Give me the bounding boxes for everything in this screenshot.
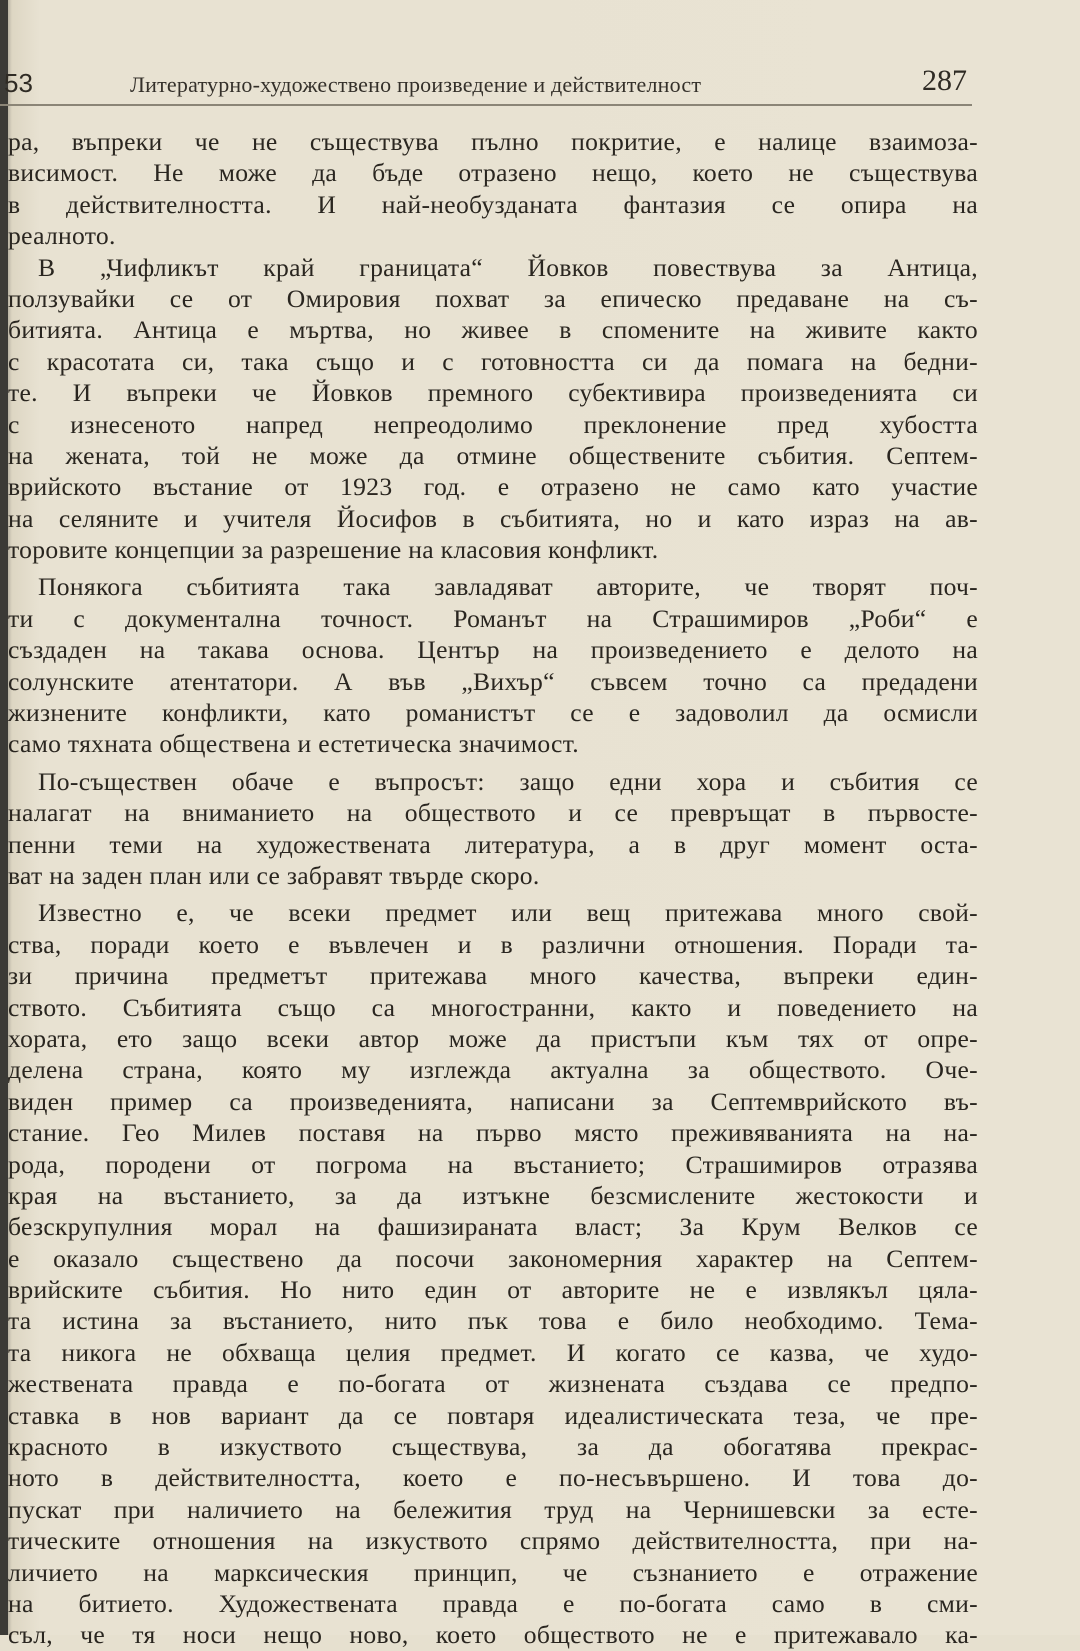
text-line: налагат на вниманието на обществото и се превръщат в първосте- bbox=[8, 798, 978, 828]
text-line: та никога не обхваща целия предмет. И когато се казва, че худо- bbox=[8, 1337, 978, 1367]
text-line: на битието. Художествената правда е по-богата само в сми- bbox=[8, 1588, 978, 1618]
text-line: ползувайки се от Омировия похват за епическо предаване на съ- bbox=[8, 283, 978, 313]
text-line: висимост. Не може да бъде отразено нещо, което не съществува bbox=[8, 158, 978, 188]
text-line: ти с документална точност. Романът на Страшимиров „Роби“ е bbox=[8, 603, 978, 633]
text-line: с изнесеното напред непреодолимо преклонение пред хубостта bbox=[8, 409, 978, 439]
text-line: безскрупулния морал на фашизираната власт; За Крум Велков се bbox=[8, 1212, 978, 1242]
running-header bbox=[0, 64, 1080, 104]
running-title: Литературно-художествено произведение и действителност bbox=[130, 72, 702, 97]
text-line: битията. Антица е мъртва, но живее в спомените на живите както bbox=[8, 315, 978, 345]
text-line: врийското въстание от 1923 год. е отразено не само като участие bbox=[8, 472, 978, 502]
text-line: солунските атентатори. А във „Вихър“ съвсем точно са предадени bbox=[8, 666, 978, 696]
text-line: делена страна, която му изглежда актуална за обществото. Оче- bbox=[8, 1055, 978, 1085]
text-line: ставка в нов вариант да се повтаря идеалистическата теза, че пре- bbox=[8, 1400, 978, 1430]
text-line: красното в изкуството съществува, за да обогатява прекрас- bbox=[8, 1432, 978, 1462]
page-number: 287 bbox=[922, 64, 967, 97]
text-line: хората, ето защо всеки автор може да пристъпи към тях от опре- bbox=[8, 1023, 978, 1053]
paragraph-first-line: Известно е, че всеки предмет или вещ притежава много свой- bbox=[38, 898, 978, 928]
text-line: ното в действителността, което е по-несъвършено. И това до- bbox=[8, 1463, 978, 1493]
text-line: стание. Гео Милев поставя на първо място преживяванията на на- bbox=[8, 1118, 978, 1148]
text-line: рода, породени от погрома на въстанието; Страшимиров отразява bbox=[8, 1149, 978, 1179]
text-line: с красотата си, така също и с готовността си да помага на бедни- bbox=[8, 346, 978, 376]
text-line: жествената правда е по-богата от жизнената създава се предпо- bbox=[8, 1369, 978, 1399]
text-line: е оказало съществено да посочи закономерния характер на Септем- bbox=[8, 1243, 978, 1273]
body-text bbox=[8, 126, 978, 1651]
text-line: на селяните и учителя Йосифов в събитията, но и като израз на ав- bbox=[8, 503, 978, 533]
text-line: та истина за въстанието, нито пък това е било необходимо. Тема- bbox=[8, 1306, 978, 1336]
text-line: пенни теми на художествената литература, а в друг момент оста- bbox=[8, 829, 978, 859]
folio-left: 53 bbox=[4, 68, 33, 98]
text-line: личието на марксическия принцип, че съзнанието е отражение bbox=[8, 1557, 978, 1587]
paragraph-first-line: В „Чифликът край границата“ Йовков повествува за Антица, bbox=[38, 252, 978, 282]
text-line: пускат при наличието на бележития труд на Чернишевски за есте- bbox=[8, 1494, 978, 1524]
text-line: зи причина предметът притежава много качества, въпреки един- bbox=[8, 961, 978, 991]
text-line: ства, поради което е въвлечен и в различни отношения. Поради та- bbox=[8, 929, 978, 959]
text-line: съл, че тя носи нещо ново, което обществото не е притежавало ка- bbox=[8, 1620, 978, 1650]
text-line: края на въстанието, за да изтъкне безсмислените жестокости и bbox=[8, 1180, 978, 1210]
text-line: жизнените конфликти, като романистът се е задоволил да осмисли bbox=[8, 698, 978, 728]
paragraph-first-line: По-съществен обаче е въпросът: защо едни хора и събития се bbox=[38, 766, 978, 796]
text-line: ват на заден план или се забравят твърде скоро. bbox=[8, 860, 540, 890]
text-line: торовите концепции за разрешение на класовия конфликт. bbox=[8, 535, 659, 565]
text-line: на жената, той не може да отмине обществените събития. Септем- bbox=[8, 440, 978, 470]
text-line: ството. Събитията също са многостранни, както и поведението на bbox=[8, 992, 978, 1022]
book-binding-edge bbox=[0, 0, 8, 1635]
text-line: ра, въпреки че не съществува пълно покритие, е налице взаимоза- bbox=[8, 127, 978, 156]
header-rule bbox=[0, 104, 972, 106]
text-line: създаден на такава основа. Център на произведението е делото на bbox=[8, 635, 978, 665]
text-line: само тяхната обществена и естетическа значимост. bbox=[8, 729, 579, 759]
text-line: врийските събития. Но нито един от авторите не е извлякъл цяла- bbox=[8, 1275, 978, 1305]
text-line: реалното. bbox=[8, 221, 116, 251]
paragraph-first-line: Понякога събитията така завладяват авторите, че творят поч- bbox=[38, 572, 978, 602]
text-line: те. И въпреки че Йовков премного субективира произведенията си bbox=[8, 378, 978, 408]
text-line: в действителността. И най-необузданата фантазия се опира на bbox=[8, 189, 978, 219]
text-line: виден пример са произведенията, написани за Септемврийското въ- bbox=[8, 1086, 978, 1116]
text-line: тическите отношения на изкуството спрямо действителността, при на- bbox=[8, 1526, 978, 1556]
